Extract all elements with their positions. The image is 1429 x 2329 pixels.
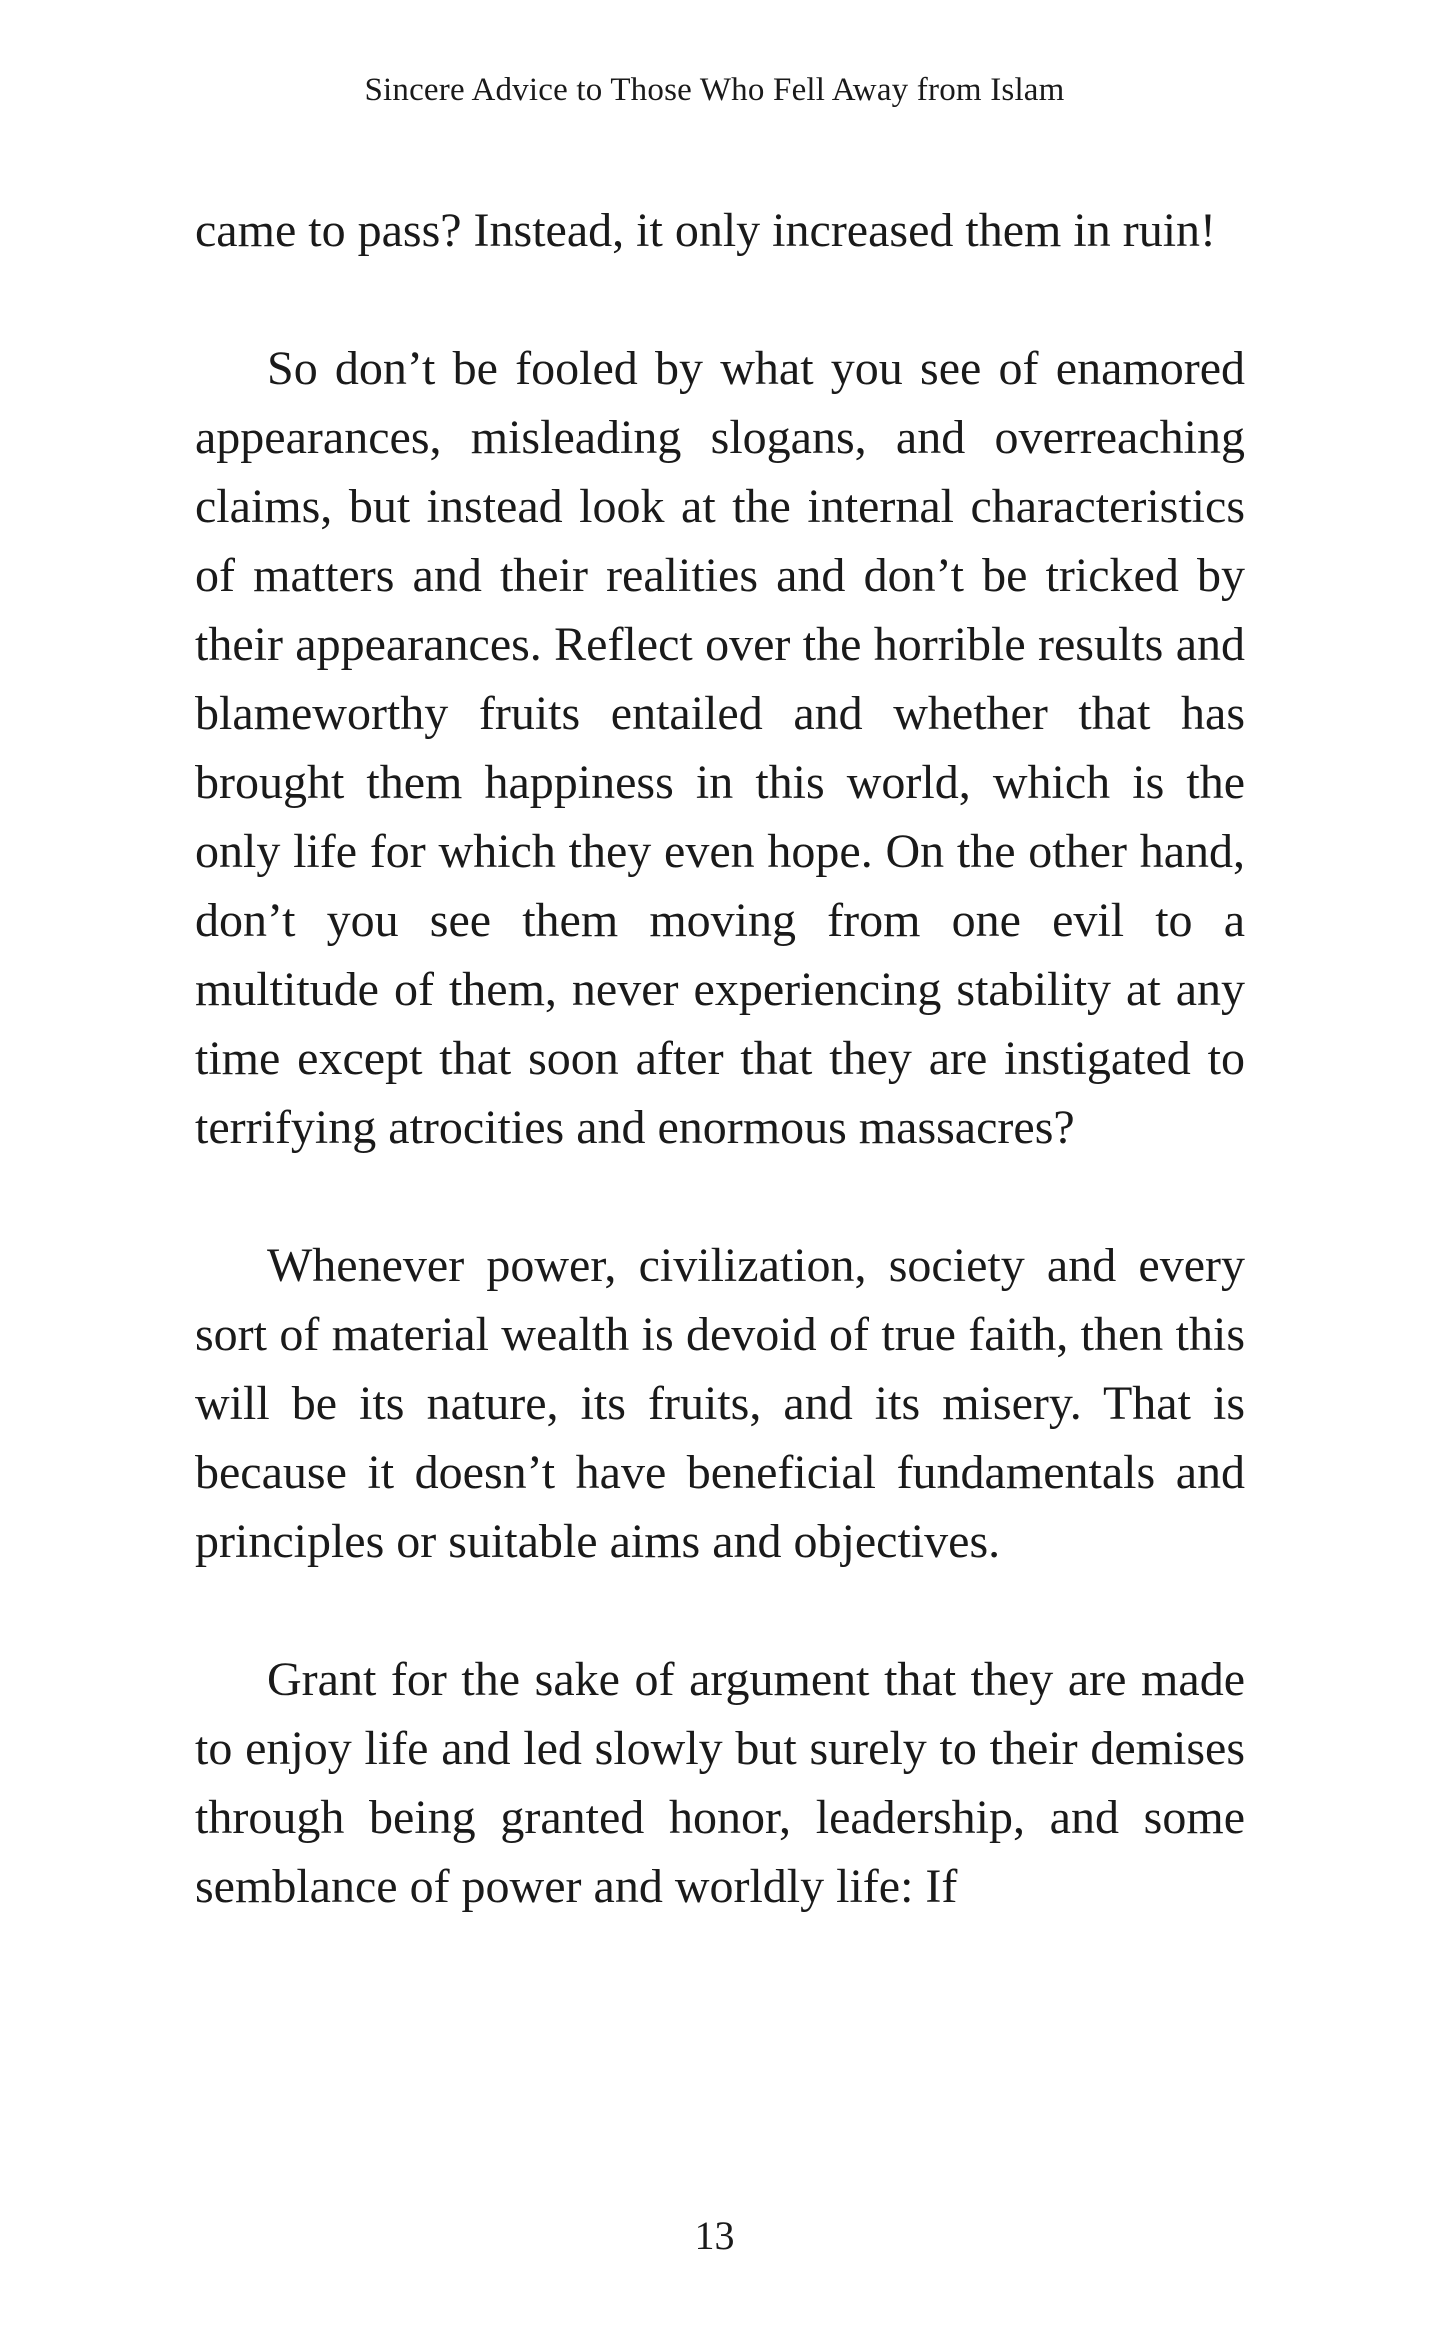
paragraph: Whenever power, civilization, society and every sort of material wealth is devoid of true faith, then this will be its nature, its fruits, and its misery. That is because it doesn’t have beneficial fundamentals and principles or suitable aims and objectives. [195,1239,1245,1568]
paragraph-continuation: came to pass? Instead, it only increased them in ruin! [195,204,1217,257]
running-header: Sincere Advice to Those Who Fell Away from Islam [364,72,1065,108]
page-number: 13 [694,2213,735,2258]
paragraph: So don’t be fooled by what you see of enamored appearances, misleading slogans, and overreaching claims, but instead look at the internal characteristics of matters and their realities and don’t be tricked by their appearances. Reflect over the horrible results and blameworthy fruits entailed and whether that has brought them happiness in this world, which is the only life for which they even hope. On the other hand, don’t you see them moving from one evil to a multitude of them, never experiencing stability at any time except that soon after that they are instigated to terrifying atrocities and enormous massacres? [195,342,1245,1154]
paragraph: Grant for the sake of argument that they are made to enjoy life and led slowly but surely to their demises through being granted honor, leadership, and some semblance of power and worldly life: If [195,1653,1245,1913]
body-text [195,196,1245,1990]
